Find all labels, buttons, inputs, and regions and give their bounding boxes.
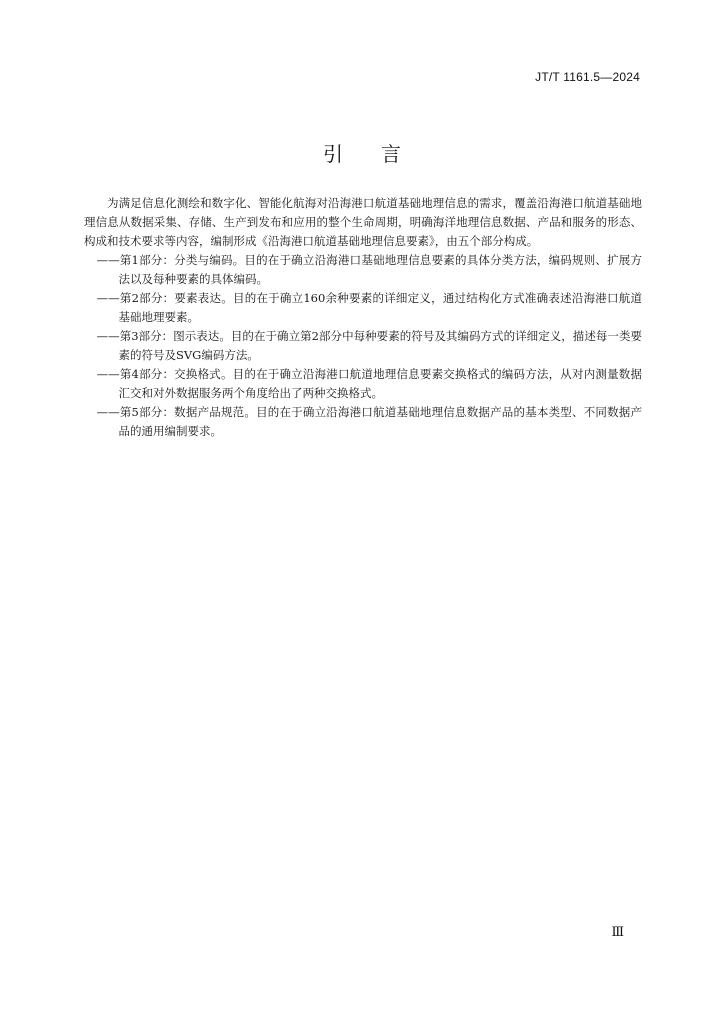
parts-list [84, 251, 642, 441]
part-item-1: ——第1部分：分类与编码。目的在于确立沿海港口基础地理信息要素的具体分类方法，编码规则、扩展方法以及每种要素的具体编码。 [96, 253, 642, 286]
page-number: Ⅲ [611, 925, 624, 940]
standard-code: JT/T 1161.5—2024 [535, 70, 640, 84]
part-item-3: ——第3部分：图示表达。目的在于确立第2部分中每种要素的符号及其编码方式的详细定义，描述每一类要素的符号及SVG编码方法。 [96, 329, 642, 362]
part-item-4: ——第4部分：交换格式。目的在于确立沿海港口航道地理信息要素交换格式的编码方法，从对内测量数据汇交和对外数据服务两个角度给出了两种交换格式。 [96, 367, 642, 400]
part-item-5: ——第5部分：数据产品规范。目的在于确立沿海港口航道基础地理信息数据产品的基本类型、不同数据产品的通用编制要求。 [96, 405, 642, 438]
part-item-2: ——第2部分：要素表达。目的在于确立160余种要素的详细定义，通过结构化方式准确表述沿海港口航道基础地理要素。 [96, 291, 642, 324]
intro-paragraph: 为满足信息化测绘和数字化、智能化航海对沿海港口航道基础地理信息的需求，覆盖沿海港口航道基础地理信息从数据采集、存储、生产到发布和应用的整个生命周期，明确海洋地理信息数据、产品和服务的形态、构成和技术要求等内容，编制形成《沿海港口航道基础地理信息要素》，由五个部分构成。 [84, 196, 642, 248]
document-body [84, 194, 642, 441]
page-title: 引言 [323, 142, 439, 166]
